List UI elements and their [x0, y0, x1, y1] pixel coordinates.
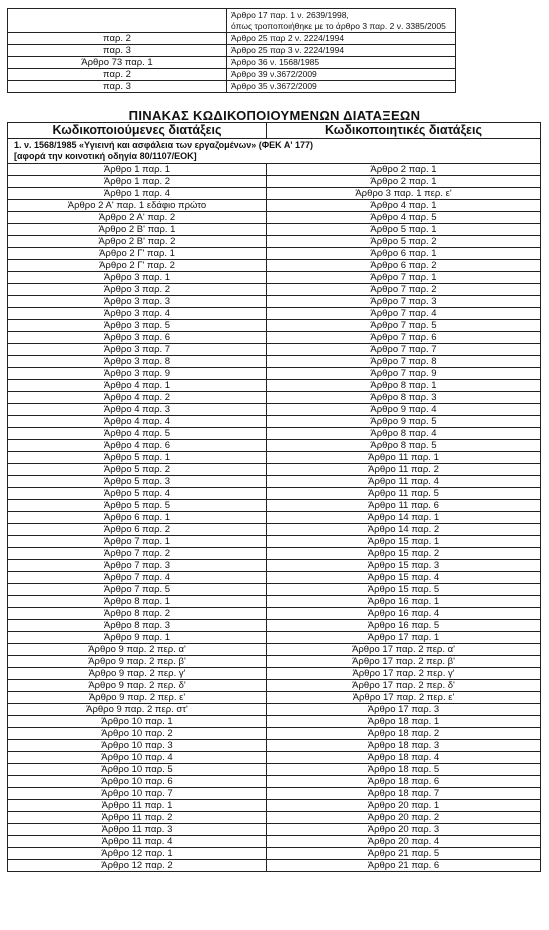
previous-row-right	[227, 33, 456, 45]
table-row	[8, 248, 541, 260]
table-row	[8, 272, 541, 284]
table-row	[8, 812, 541, 824]
table-row	[8, 668, 541, 680]
table-row	[8, 788, 541, 800]
codifying-cell: Άρθρο 16 παρ. 1	[267, 596, 541, 608]
codifying-cell: Άρθρο 11 παρ. 1	[267, 452, 541, 464]
codified-cell: Άρθρο 11 παρ. 4	[8, 836, 267, 848]
table-row	[8, 860, 541, 872]
codifying-cell: Άρθρο 7 παρ. 9	[267, 368, 541, 380]
codifying-cell: Άρθρο 7 παρ. 6	[267, 332, 541, 344]
codifying-cell: Άρθρο 7 παρ. 2	[267, 284, 541, 296]
codifying-cell: Άρθρο 5 παρ. 2	[267, 236, 541, 248]
table-row	[8, 560, 541, 572]
codified-cell: Άρθρο 7 παρ. 4	[8, 572, 267, 584]
table-row	[8, 236, 541, 248]
codifying-cell: Άρθρο 20 παρ. 1	[267, 800, 541, 812]
codified-cell: Άρθρο 10 παρ. 3	[8, 740, 267, 752]
previous-row-right-line: Άρθρο 35 ν.3672/2009	[231, 81, 317, 92]
table-row	[8, 428, 541, 440]
table-row	[8, 332, 541, 344]
table-row	[8, 824, 541, 836]
codifying-cell: Άρθρο 20 παρ. 3	[267, 824, 541, 836]
table-row	[8, 596, 541, 608]
codified-cell: Άρθρο 9 παρ. 2 περ. στ'	[8, 704, 267, 716]
codifying-cell: Άρθρο 2 παρ. 1	[267, 164, 541, 176]
codified-cell: Άρθρο 3 παρ. 8	[8, 356, 267, 368]
table-row	[8, 188, 541, 200]
header-row	[8, 123, 541, 139]
table-row	[8, 308, 541, 320]
codifying-cell: Άρθρο 14 παρ. 1	[267, 512, 541, 524]
codifying-cell: Άρθρο 18 παρ. 7	[267, 788, 541, 800]
previous-row-left	[8, 9, 227, 33]
codified-cell: Άρθρο 1 παρ. 4	[8, 188, 267, 200]
codifying-cell: Άρθρο 16 παρ. 5	[267, 620, 541, 632]
codifying-cell: Άρθρο 20 παρ. 4	[267, 836, 541, 848]
table-row	[8, 524, 541, 536]
previous-row-left: παρ. 2	[8, 69, 227, 81]
codified-cell: Άρθρο 9 παρ. 2 περ. γ'	[8, 668, 267, 680]
codified-provisions-body	[8, 123, 541, 872]
codifying-cell: Άρθρο 15 παρ. 2	[267, 548, 541, 560]
codified-cell: Άρθρο 2 Γ' παρ. 1	[8, 248, 267, 260]
codified-cell: Άρθρο 3 παρ. 1	[8, 272, 267, 284]
table-row	[8, 392, 541, 404]
codifying-cell: Άρθρο 15 παρ. 5	[267, 584, 541, 596]
law-title: 1. ν. 1568/1985 «Υγιεινή και ασφάλεια των εργαζομένων» (ΦΕΚ Α' 177)	[14, 140, 313, 150]
codified-cell: Άρθρο 9 παρ. 2 περ. α'	[8, 644, 267, 656]
table-row	[8, 740, 541, 752]
previous-row	[8, 9, 456, 33]
codifying-cell: Άρθρο 18 παρ. 6	[267, 776, 541, 788]
codifying-cell: Άρθρο 20 παρ. 2	[267, 812, 541, 824]
codified-cell: Άρθρο 9 παρ. 2 περ. ε'	[8, 692, 267, 704]
table-row	[8, 500, 541, 512]
law-row	[8, 139, 541, 164]
table-row	[8, 164, 541, 176]
codified-cell: Άρθρο 9 παρ. 2 περ. β'	[8, 656, 267, 668]
codified-cell: Άρθρο 3 παρ. 7	[8, 344, 267, 356]
table-row	[8, 620, 541, 632]
table-row	[8, 512, 541, 524]
codifying-cell: Άρθρο 7 παρ. 1	[267, 272, 541, 284]
table-row	[8, 656, 541, 668]
codifying-cell: Άρθρο 8 παρ. 1	[267, 380, 541, 392]
table-row	[8, 452, 541, 464]
codifying-cell: Άρθρο 18 παρ. 1	[267, 716, 541, 728]
previous-row-left: Άρθρο 73 παρ. 1	[8, 57, 227, 69]
table-row	[8, 320, 541, 332]
codified-cell: Άρθρο 3 παρ. 6	[8, 332, 267, 344]
codified-cell: Άρθρο 3 παρ. 5	[8, 320, 267, 332]
codifying-cell: Άρθρο 7 παρ. 4	[267, 308, 541, 320]
codified-cell: Άρθρο 3 παρ. 3	[8, 296, 267, 308]
codifying-cell: Άρθρο 21 παρ. 5	[267, 848, 541, 860]
codifying-cell: Άρθρο 17 παρ. 2 περ. β'	[267, 656, 541, 668]
codified-cell: Άρθρο 4 παρ. 1	[8, 380, 267, 392]
codifying-cell: Άρθρο 7 παρ. 3	[267, 296, 541, 308]
codifying-cell: Άρθρο 6 παρ. 2	[267, 260, 541, 272]
previous-row	[8, 45, 456, 57]
codified-cell: Άρθρο 4 παρ. 5	[8, 428, 267, 440]
codified-cell: Άρθρο 4 παρ. 2	[8, 392, 267, 404]
previous-row-right	[227, 57, 456, 69]
table-row	[8, 536, 541, 548]
codified-cell: Άρθρο 1 παρ. 1	[8, 164, 267, 176]
table-row	[8, 344, 541, 356]
table-row	[8, 728, 541, 740]
codified-cell: Άρθρο 2 Α' παρ. 2	[8, 212, 267, 224]
codified-cell: Άρθρο 7 παρ. 1	[8, 536, 267, 548]
codifying-cell: Άρθρο 4 παρ. 1	[267, 200, 541, 212]
codifying-cell: Άρθρο 17 παρ. 2 περ. γ'	[267, 668, 541, 680]
table-row	[8, 464, 541, 476]
previous-row-right	[227, 81, 456, 93]
codifying-cell: Άρθρο 16 παρ. 4	[267, 608, 541, 620]
codified-cell: Άρθρο 11 παρ. 2	[8, 812, 267, 824]
table-row	[8, 224, 541, 236]
previous-provisions-body	[8, 9, 456, 93]
table-row	[8, 380, 541, 392]
table-row	[8, 368, 541, 380]
codified-cell: Άρθρο 4 παρ. 4	[8, 416, 267, 428]
codifying-cell: Άρθρο 11 παρ. 5	[267, 488, 541, 500]
previous-row	[8, 81, 456, 93]
codifying-cell: Άρθρο 4 παρ. 5	[267, 212, 541, 224]
codified-cell: Άρθρο 7 παρ. 3	[8, 560, 267, 572]
codifying-cell: Άρθρο 17 παρ. 2 περ. ε'	[267, 692, 541, 704]
page-title: ΠΙΝΑΚΑΣ ΚΩΔΙΚΟΠΟΙΟΥΜΕΝΩΝ ΔΙΑΤΑΞΕΩΝ	[128, 108, 421, 123]
codifying-cell: Άρθρο 18 παρ. 3	[267, 740, 541, 752]
previous-row-left: παρ. 2	[8, 33, 227, 45]
codified-cell: Άρθρο 10 παρ. 6	[8, 776, 267, 788]
codifying-cell: Άρθρο 18 παρ. 5	[267, 764, 541, 776]
codified-cell: Άρθρο 6 παρ. 1	[8, 512, 267, 524]
codifying-cell: Άρθρο 11 παρ. 6	[267, 500, 541, 512]
codified-cell: Άρθρο 6 παρ. 2	[8, 524, 267, 536]
header-codifying: Κωδικοποιητικές διατάξεις	[267, 123, 541, 139]
codifying-cell: Άρθρο 7 παρ. 7	[267, 344, 541, 356]
codified-cell: Άρθρο 2 Γ' παρ. 2	[8, 260, 267, 272]
codifying-cell: Άρθρο 18 παρ. 4	[267, 752, 541, 764]
table-row	[8, 632, 541, 644]
table-row	[8, 800, 541, 812]
codifying-cell: Άρθρο 11 παρ. 2	[267, 464, 541, 476]
codified-cell: Άρθρο 1 παρ. 2	[8, 176, 267, 188]
table-row	[8, 716, 541, 728]
previous-provisions-table	[7, 8, 456, 93]
codified-cell: Άρθρο 9 παρ. 2 περ. δ'	[8, 680, 267, 692]
codified-cell: Άρθρο 9 παρ. 1	[8, 632, 267, 644]
law-directive: [αφορά την κοινοτική οδηγία 80/1107/ΕΟΚ]	[14, 151, 197, 161]
codifying-cell: Άρθρο 15 παρ. 1	[267, 536, 541, 548]
table-row	[8, 416, 541, 428]
table-row	[8, 752, 541, 764]
previous-row-right-line: Άρθρο 25 παρ 2 ν. 2224/1994	[231, 33, 345, 44]
table-row	[8, 200, 541, 212]
codifying-cell: Άρθρο 7 παρ. 5	[267, 320, 541, 332]
codifying-cell: Άρθρο 9 παρ. 4	[267, 404, 541, 416]
previous-row-right	[227, 9, 456, 33]
codifying-cell: Άρθρο 17 παρ. 2 περ. δ'	[267, 680, 541, 692]
codified-cell: Άρθρο 7 παρ. 5	[8, 584, 267, 596]
codified-cell: Άρθρο 11 παρ. 1	[8, 800, 267, 812]
codifying-cell: Άρθρο 17 παρ. 3	[267, 704, 541, 716]
previous-row	[8, 69, 456, 81]
codifying-cell: Άρθρο 11 παρ. 4	[267, 476, 541, 488]
codifying-cell: Άρθρο 9 παρ. 5	[267, 416, 541, 428]
codified-cell: Άρθρο 8 παρ. 3	[8, 620, 267, 632]
codifying-cell: Άρθρο 17 παρ. 2 περ. α'	[267, 644, 541, 656]
codifying-cell: Άρθρο 14 παρ. 2	[267, 524, 541, 536]
previous-row	[8, 33, 456, 45]
codifying-cell: Άρθρο 18 παρ. 2	[267, 728, 541, 740]
table-row	[8, 488, 541, 500]
codified-cell: Άρθρο 12 παρ. 2	[8, 860, 267, 872]
codifying-cell: Άρθρο 2 παρ. 1	[267, 176, 541, 188]
table-row	[8, 440, 541, 452]
table-row	[8, 284, 541, 296]
codifying-cell: Άρθρο 5 παρ. 1	[267, 224, 541, 236]
table-row	[8, 212, 541, 224]
codified-cell: Άρθρο 3 παρ. 4	[8, 308, 267, 320]
codified-cell: Άρθρο 3 παρ. 2	[8, 284, 267, 296]
codifying-cell: Άρθρο 3 παρ. 1 περ. ε'	[267, 188, 541, 200]
previous-row-right	[227, 45, 456, 57]
previous-row-right-line: Άρθρο 36 ν. 1568/1985	[231, 57, 320, 68]
codified-cell: Άρθρο 5 παρ. 2	[8, 464, 267, 476]
table-row	[8, 296, 541, 308]
previous-row-left: παρ. 3	[8, 45, 227, 57]
codified-cell: Άρθρο 7 παρ. 2	[8, 548, 267, 560]
codified-cell: Άρθρο 8 παρ. 1	[8, 596, 267, 608]
codified-cell: Άρθρο 8 παρ. 2	[8, 608, 267, 620]
table-row	[8, 680, 541, 692]
table-row	[8, 692, 541, 704]
codified-cell: Άρθρο 10 παρ. 1	[8, 716, 267, 728]
codifying-cell: Άρθρο 8 παρ. 4	[267, 428, 541, 440]
codified-cell: Άρθρο 4 παρ. 3	[8, 404, 267, 416]
codifying-cell: Άρθρο 8 παρ. 3	[267, 392, 541, 404]
table-row	[8, 584, 541, 596]
codifying-cell: Άρθρο 21 παρ. 6	[267, 860, 541, 872]
previous-row-right-line: Άρθρο 25 παρ 3 ν. 2224/1994	[231, 45, 345, 56]
previous-row-right	[227, 69, 456, 81]
table-row	[8, 404, 541, 416]
codified-cell: Άρθρο 5 παρ. 3	[8, 476, 267, 488]
table-row	[8, 776, 541, 788]
previous-row-right-line: Άρθρο 17 παρ. 1 ν. 2639/1998,	[231, 10, 349, 20]
codified-cell: Άρθρο 10 παρ. 7	[8, 788, 267, 800]
table-row	[8, 176, 541, 188]
codified-cell: Άρθρο 5 παρ. 4	[8, 488, 267, 500]
codified-cell: Άρθρο 5 παρ. 1	[8, 452, 267, 464]
table-row	[8, 260, 541, 272]
previous-row-right-line: όπως τροποποιήθηκε με το άρθρο 3 παρ. 2 ν. 3385/2005	[231, 21, 446, 31]
table-row	[8, 836, 541, 848]
codified-cell: Άρθρο 2 Α' παρ. 1 εδάφιο πρώτο	[8, 200, 267, 212]
table-row	[8, 356, 541, 368]
codifying-cell: Άρθρο 15 παρ. 3	[267, 560, 541, 572]
codifying-cell: Άρθρο 15 παρ. 4	[267, 572, 541, 584]
codified-cell: Άρθρο 10 παρ. 5	[8, 764, 267, 776]
table-row	[8, 644, 541, 656]
codified-cell: Άρθρο 11 παρ. 3	[8, 824, 267, 836]
table-row	[8, 608, 541, 620]
codified-cell: Άρθρο 3 παρ. 9	[8, 368, 267, 380]
codifying-cell: Άρθρο 8 παρ. 5	[267, 440, 541, 452]
codified-cell: Άρθρο 2 Β' παρ. 1	[8, 224, 267, 236]
table-row	[8, 476, 541, 488]
codified-cell: Άρθρο 12 παρ. 1	[8, 848, 267, 860]
codifying-cell: Άρθρο 6 παρ. 1	[267, 248, 541, 260]
previous-row-left: παρ. 3	[8, 81, 227, 93]
previous-row-right-line: Άρθρο 39 ν.3672/2009	[231, 69, 317, 80]
codified-cell: Άρθρο 5 παρ. 5	[8, 500, 267, 512]
codified-cell: Άρθρο 10 παρ. 2	[8, 728, 267, 740]
law-description	[8, 139, 541, 164]
table-row	[8, 548, 541, 560]
table-row	[8, 572, 541, 584]
codifying-cell: Άρθρο 17 παρ. 1	[267, 632, 541, 644]
table-row	[8, 764, 541, 776]
previous-row	[8, 57, 456, 69]
table-row	[8, 848, 541, 860]
table-row	[8, 704, 541, 716]
codified-provisions-table	[7, 122, 541, 872]
codified-cell: Άρθρο 10 παρ. 4	[8, 752, 267, 764]
header-codified: Κωδικοποιούμενες διατάξεις	[8, 123, 267, 139]
codifying-cell: Άρθρο 7 παρ. 8	[267, 356, 541, 368]
codified-cell: Άρθρο 2 Β' παρ. 2	[8, 236, 267, 248]
codified-cell: Άρθρο 4 παρ. 6	[8, 440, 267, 452]
